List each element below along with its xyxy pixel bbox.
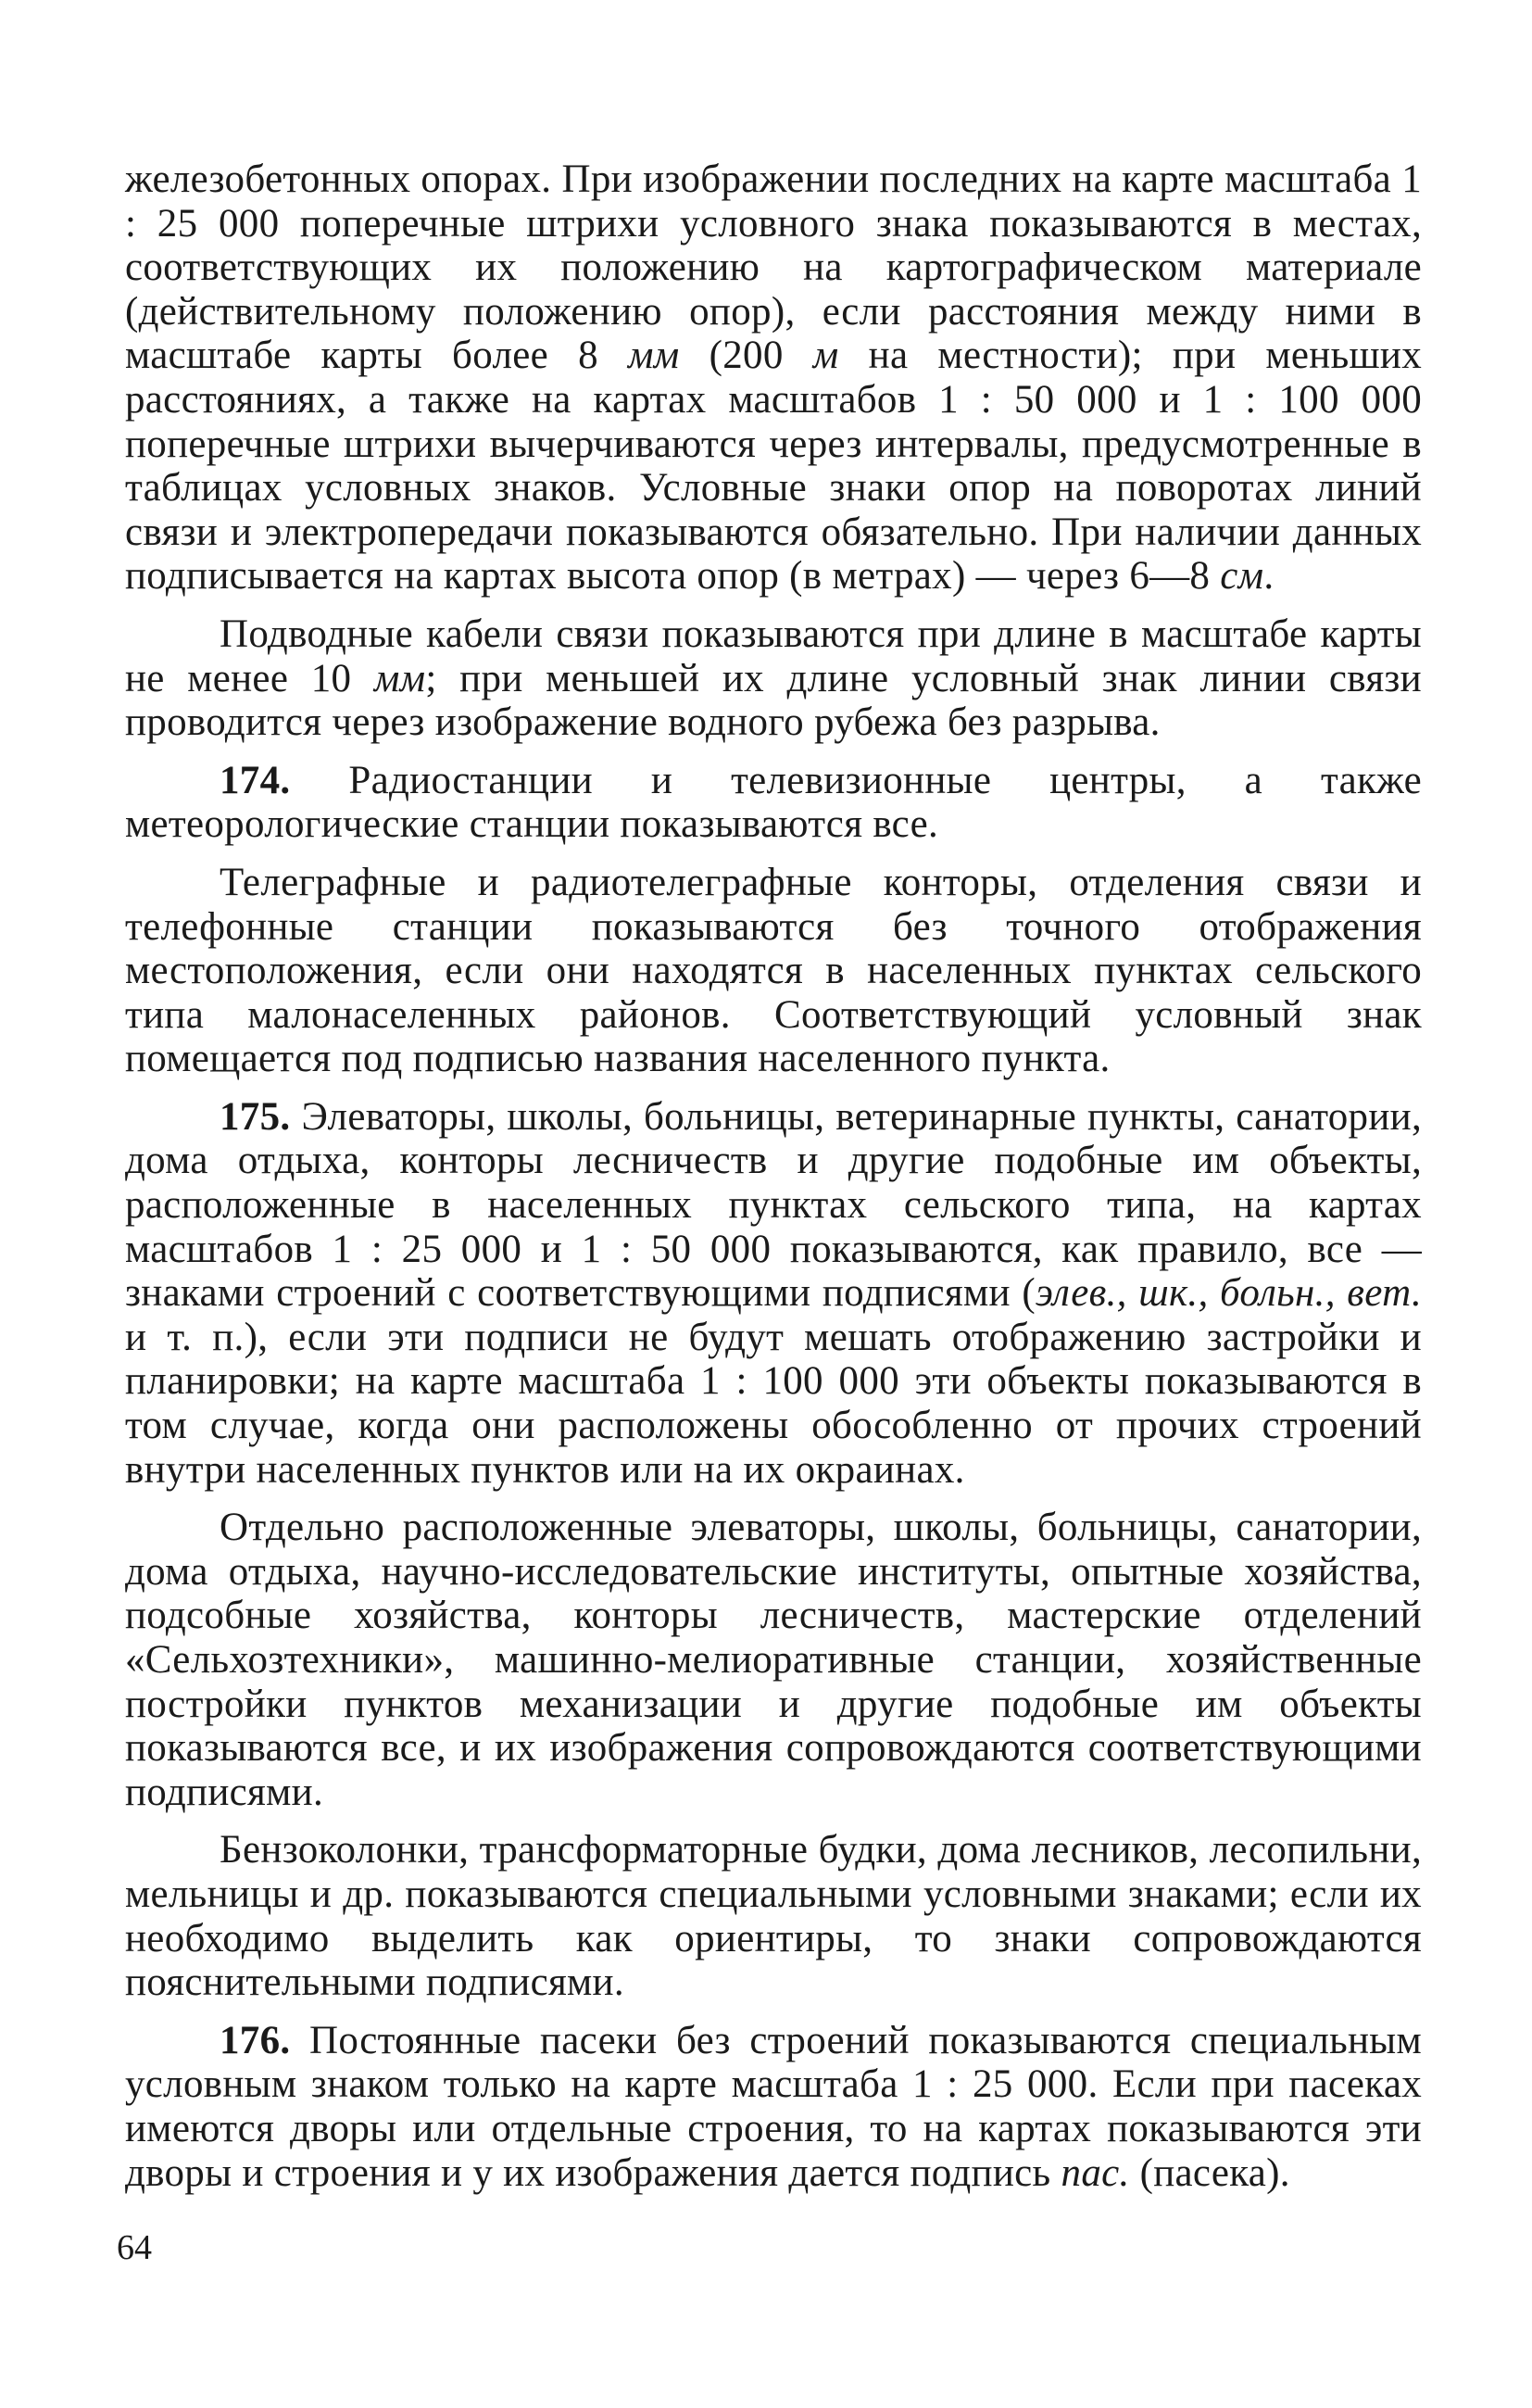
paragraph-2: Подводные кабели связи показываются при длине в масштабе карты не менее 10 мм; при меньшей их длине условный знак линии связи проводится через изображение водного рубежа без разрыва. [125, 611, 1422, 745]
section-number: 175. [220, 1094, 291, 1139]
section-175-paragraph: 175. Элеваторы, школы, больницы, ветеринарные пункты, санатории, дома отдыха, конторы лесничеств и другие подобные им объекты, расположенные в населенных пунктах сельского типа, на картах масштабов 1 : 25 000 и 1 : 50 000 показываются, как правило, все — знаками строений с соответствующими подписями (элев., шк., больн., вет. и т. п.), если эти подписи не будут мешать отображению застройки и планировки; на карте масштаба 1 : 100 000 эти объекты показываются в том случае, когда они расположены обособленно от прочих строений внутри населенных пунктов или на их окраинах. [125, 1094, 1422, 1492]
section-176-paragraph: 176. Постоянные пасеки без строений показываются специальным условным знаком только на карте масштаба 1 : 25 000. Если при пасеках имеются дворы или отдельные строения, то на картах показываются эти дворы и строения и у их изображения дается подпись пас. (пасека). [125, 2018, 1422, 2195]
paragraph-7: Бензоколонки, трансформаторные будки, дома лесников, лесопильни, мельницы и др. показываются специальными условными знаками; если их необходимо выделить как ориентиры, то знаки сопровождаются пояснительными подписями. [125, 1828, 1422, 2005]
paragraph-1: железобетонных опорах. При изображении последних на карте масштаба 1 : 25 000 поперечные штрихи условного знака показываются в местах, соответствующих их положению на картографическом материале (действительному положению опор), если расстояния между ними в масштабе карты более 8 мм (200 м на местности); при меньших расстояниях, а также на картах масштабов 1 : 50 000 и 1 : 100 000 поперечные штрихи вычерчиваются через интервалы, предусмотренные в таблицах условных знаков. Условные знаки опор на поворотах линий связи и электропередачи показываются обязательно. При наличии данных подписывается на картах высота опор (в метрах) — через 6—8 см. [125, 158, 1423, 599]
section-number: 174. [220, 758, 291, 802]
section-number: 176. [220, 2018, 291, 2062]
section-174-paragraph: 174. Радиостанции и телевизионные центры, а также метеорологические станции показываются все. [125, 758, 1422, 847]
paragraph-6: Отдельно расположенные элеваторы, школы, больницы, санатории, дома отдыха, научно-исследовательские институты, опытные хозяйства, подсобные хозяйства, конторы лесничеств, мастерские отделений «Сельхозтехники», машинно-мелиоративные станции, хозяйственные постройки пунктов механизации и другие подобные им объекты показываются все, и их изображения сопровождаются соответствующими подписями. [125, 1506, 1422, 1814]
page-number: 64 [117, 2228, 152, 2267]
paragraph-4: Телеграфные и радиотелеграфные конторы, отделения связи и телефонные станции показываются без точного отображения местоположения, если они находятся в населенных пунктах сельского типа малонаселенных районов. Соответствующий условный знак помещается под подписью названия населенного пункта. [125, 860, 1422, 1081]
page-body [125, 158, 1422, 2195]
